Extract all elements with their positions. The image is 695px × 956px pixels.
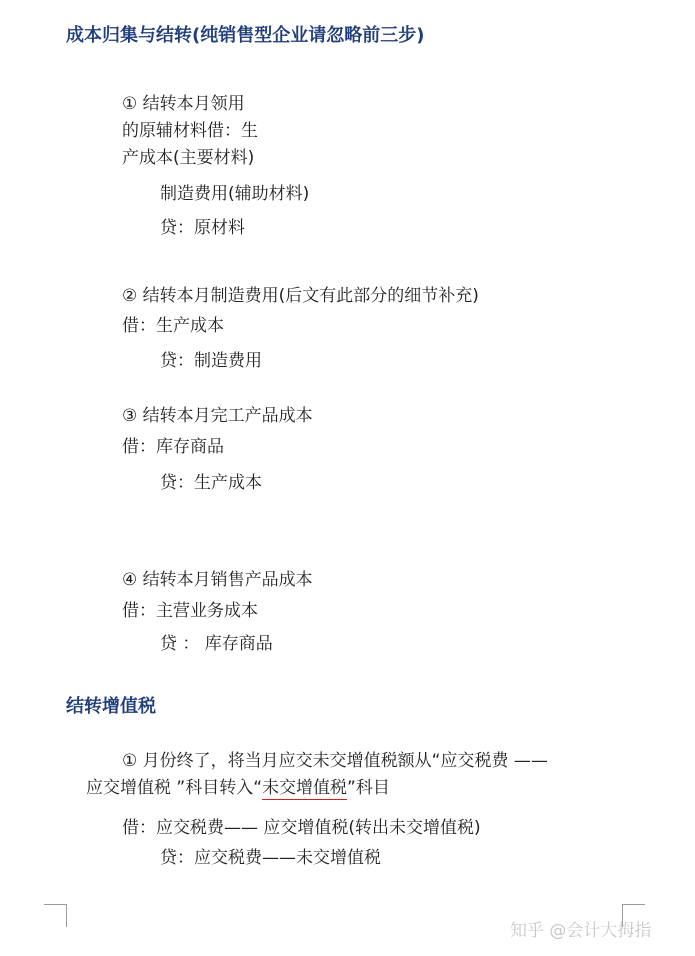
page-corner-mark-left [44, 904, 67, 927]
step2-line3: 贷：制造费用 [160, 351, 262, 371]
step2-line2: 借：生产成本 [122, 316, 224, 336]
vat-line2-part-a: 应交增值税 ”科目转入“ [86, 778, 263, 798]
step1-line2: 的原辅材料借：生 [122, 121, 258, 141]
vat-line2-underlined-term: 未交增值税 [262, 778, 348, 798]
step1-line1: ① 结转本月领用 [122, 94, 245, 114]
step3-line3: 贷：生产成本 [160, 473, 262, 493]
step3-line2: 借：库存商品 [122, 437, 224, 457]
vat-step1-line3: 借：应交税费—— 应交增值税(转出未交增值税) [122, 818, 481, 838]
section-title-vat-transfer: 结转增值税 [66, 696, 156, 717]
section-title-cost-transfer: 成本归集与结转(纯销售型企业请忽略前三步) [66, 25, 425, 46]
watermark-text: 知乎 @会计大拇指 [510, 921, 652, 941]
vat-step1-line4: 贷：应交税费——未交增值税 [160, 848, 381, 868]
step1-line5: 贷：原材料 [160, 218, 245, 238]
step1-line4: 制造费用(辅助材料) [160, 184, 310, 204]
vat-step1-line2 [86, 778, 390, 798]
step4-line3: 贷 ： 库存商品 [160, 634, 273, 654]
step1-line3: 产成本(主要材料) [122, 148, 255, 168]
step4-line2: 借：主营业务成本 [122, 601, 258, 621]
step4-line1: ④ 结转本月销售产品成本 [122, 570, 313, 590]
step2-line1: ② 结转本月制造费用(后文有此部分的细节补充) [122, 286, 479, 306]
vat-step1-line1: ① 月份终了，将当月应交未交增值税额从“应交税费 —— [122, 751, 548, 771]
vat-line2-part-c: ”科目 [347, 778, 390, 798]
step3-line1: ③ 结转本月完工产品成本 [122, 406, 313, 426]
